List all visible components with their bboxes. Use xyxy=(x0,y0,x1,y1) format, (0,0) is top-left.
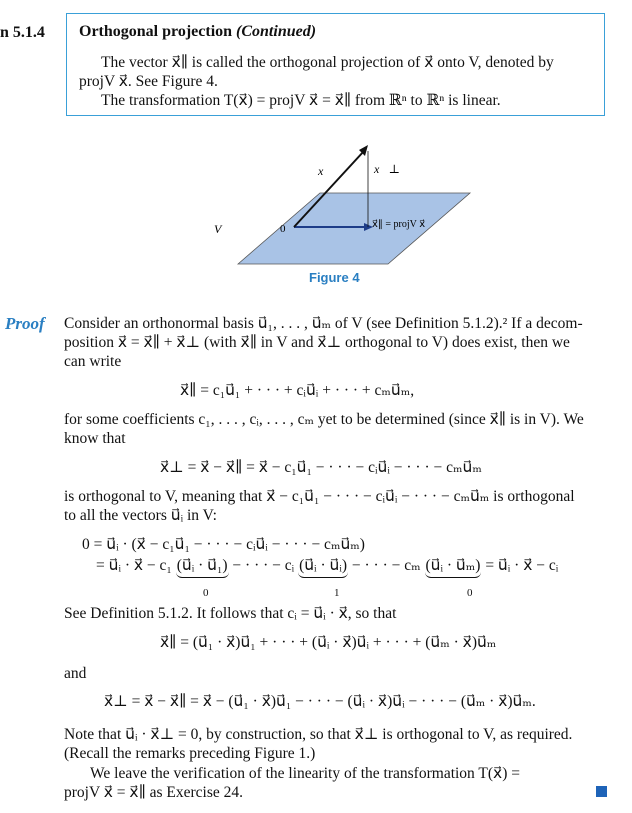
plane-V xyxy=(238,193,470,264)
eq3-part-d: = u⃗ᵢ · x⃗ − cᵢ xyxy=(485,557,559,574)
underbrace-2: (u⃗ᵢ · u⃗ᵢ) xyxy=(298,556,348,578)
proof-para3-line1: is orthogonal to V, meaning that x⃗ − c₁u⃗₁ − · · · − cᵢu⃗ᵢ − · · · − cₘu⃗ₘ is orthogonal xyxy=(64,488,575,505)
underbrace-2-value: 1 xyxy=(334,587,340,599)
equation-5: x⃗⊥ = x⃗ − x⃗∥ = x⃗ − (u⃗₁ · x⃗)u⃗₁ − · · · − (u⃗ᵢ · x⃗)u⃗ᵢ − · · · − (u⃗ₘ · x⃗)u⃗ₘ. xyxy=(104,693,536,710)
eq3-part-a: = u⃗ᵢ · x⃗ − c₁ xyxy=(96,557,172,574)
theorem-box xyxy=(66,13,605,116)
theorem-line-3: The transformation T(x⃗) = projV x⃗ = x⃗∥ from ℝⁿ to ℝⁿ is linear. xyxy=(101,92,501,109)
figure-caption: Figure 4 xyxy=(309,270,360,285)
label-xpar: x⃗∥ = projV x⃗ xyxy=(372,219,426,230)
proof-para1-line3: can write xyxy=(64,353,122,370)
proof-para2-line2: know that xyxy=(64,430,126,447)
proof-para1-line1: Consider an orthonormal basis u⃗₁, . . . , u⃗ₘ of V (see Definition 5.1.2).² If a decom- xyxy=(64,315,583,332)
equation-4: x⃗∥ = (u⃗₁ · x⃗)u⃗₁ + · · · + (u⃗ᵢ · x⃗)u⃗ᵢ + · · · + (u⃗ₘ · x⃗)u⃗ₘ xyxy=(160,634,497,651)
label-xperp: x⃗⊥ xyxy=(374,162,400,176)
theorem-title-text: Orthogonal projection xyxy=(79,23,233,40)
proof-para4: See Definition 5.1.2. It follows that cᵢ = u⃗ᵢ · x⃗, so that xyxy=(64,605,397,622)
section-tag: n 5.1.4 xyxy=(0,24,45,41)
proof-para6-line1: We leave the verification of the linearity of the transformation T(x⃗) = xyxy=(90,765,520,782)
underbrace-3: (u⃗ᵢ · u⃗ₘ) xyxy=(425,556,482,578)
equation-3-line1: 0 = u⃗ᵢ · (x⃗ − c₁u⃗₁ − · · · − cᵢu⃗ᵢ − · · · − cₘu⃗ₘ) xyxy=(82,536,365,553)
label-V: V xyxy=(214,222,222,236)
proof-para3-line2: to all the vectors u⃗ᵢ in V: xyxy=(64,507,217,524)
proof-para1-line2: position x⃗ = x⃗∥ + x⃗⊥ (with x⃗∥ in V and x⃗⊥ orthogonal to V) does exist, then we xyxy=(64,334,570,351)
label-x: x⃗ xyxy=(318,164,333,178)
theorem-title xyxy=(79,22,316,42)
equation-2: x⃗⊥ = x⃗ − x⃗∥ = x⃗ − c₁u⃗₁ − · · · − cᵢu⃗ᵢ − · · · − cₘu⃗ₘ xyxy=(160,459,482,476)
qed-square-icon xyxy=(596,786,607,797)
eq3-part-c: − · · · − cₘ xyxy=(351,557,421,574)
proof-label: Proof xyxy=(5,314,45,333)
theorem-title-suffix: (Continued) xyxy=(236,23,317,40)
equation-1: x⃗∥ = c₁u⃗₁ + · · · + cᵢu⃗ᵢ + · · · + cₘu⃗ₘ, xyxy=(180,382,415,399)
eq3-part-b: − · · · − cᵢ xyxy=(232,557,295,574)
proof-para2-line1: for some coefficients c₁, . . . , cᵢ, . . . , cₘ yet to be determined (since x⃗∥ is in V). We xyxy=(64,411,584,428)
proof-para5-line2: (Recall the remarks preceding Figure 1.) xyxy=(64,745,316,762)
equation-3-line2 xyxy=(96,556,558,578)
underbrace-1-value: 0 xyxy=(203,587,209,599)
underbrace-3-value: 0 xyxy=(467,587,473,599)
theorem-line-1: The vector x⃗∥ is called the orthogonal projection of x⃗ onto V, denoted by xyxy=(101,54,554,71)
theorem-line-2: projV x⃗. See Figure 4. xyxy=(79,73,218,90)
proof-para6-line2: projV x⃗ = x⃗∥ as Exercise 24. xyxy=(64,784,244,801)
proof-para5-line1: Note that u⃗ᵢ · x⃗⊥ = 0, by construction, so that x⃗⊥ is orthogonal to V, as required. xyxy=(64,726,573,743)
proof-and: and xyxy=(64,665,87,682)
label-origin: 0 xyxy=(280,223,286,235)
figure-4-diagram xyxy=(200,135,480,265)
underbrace-1: (u⃗ᵢ · u⃗₁) xyxy=(176,556,229,578)
